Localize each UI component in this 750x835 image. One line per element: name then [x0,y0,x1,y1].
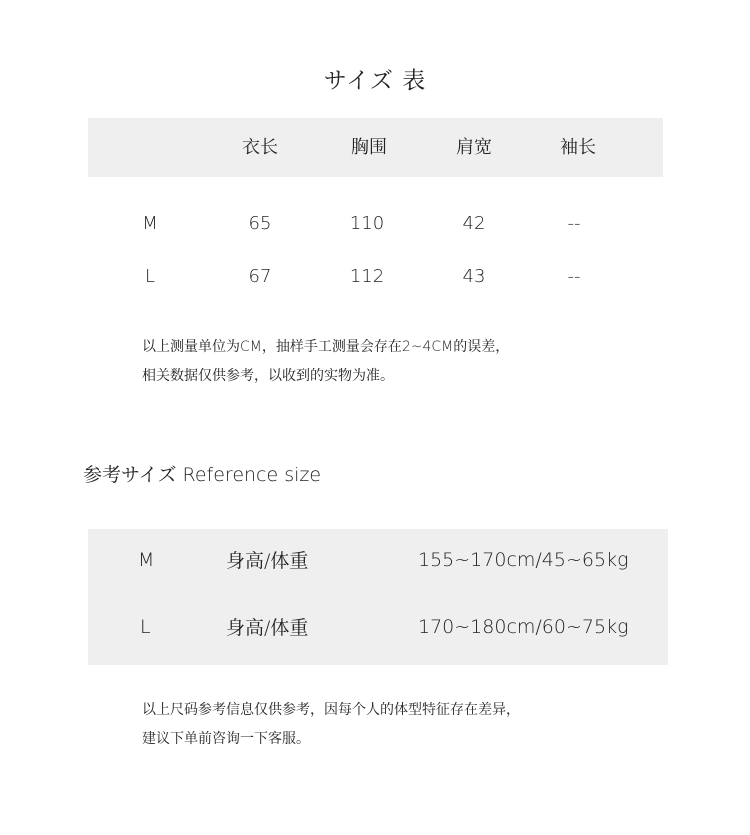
row-shoulder-value: 42 [462,213,486,234]
header-length: 衣长 [242,137,278,158]
ref-range-value: 170~180cm/60~75kg [418,616,629,638]
ref-range-value: 155~170cm/45~65kg [418,549,629,571]
row-sleeve-value: -- [567,266,581,287]
size-chart-title: サイズ 表 [323,68,427,94]
reference-size-title: 参考サイズ Reference size [83,464,322,486]
header-shoulder: 肩宽 [456,137,492,158]
row-size-label: L [144,266,156,287]
note-line: 建议下单前咨询一下客服。 [142,731,310,747]
ref-height-weight-label: 身高/体重 [226,550,309,572]
header-sleeve: 袖长 [560,137,596,158]
row-chest-value: 110 [349,213,385,234]
row-shoulder-value: 43 [462,266,486,287]
note-line: 以上尺码参考信息仅供参考，因每个人的体型特征存在差异， [142,702,520,718]
note-line: 相关数据仅供参考，以收到的实物为准。 [142,368,394,384]
row-length-value: 67 [248,266,272,287]
header-chest: 胸围 [351,137,387,158]
row-chest-value: 112 [349,266,385,287]
row-size-label: M [142,213,158,234]
row-length-value: 65 [248,213,272,234]
ref-size-label: M [138,549,155,571]
ref-size-label: L [140,616,151,638]
note-line: 以上测量单位为CM，抽样手工测量会存在2~4CM的误差， [142,339,510,355]
row-sleeve-value: -- [567,213,581,234]
ref-height-weight-label: 身高/体重 [226,617,309,639]
